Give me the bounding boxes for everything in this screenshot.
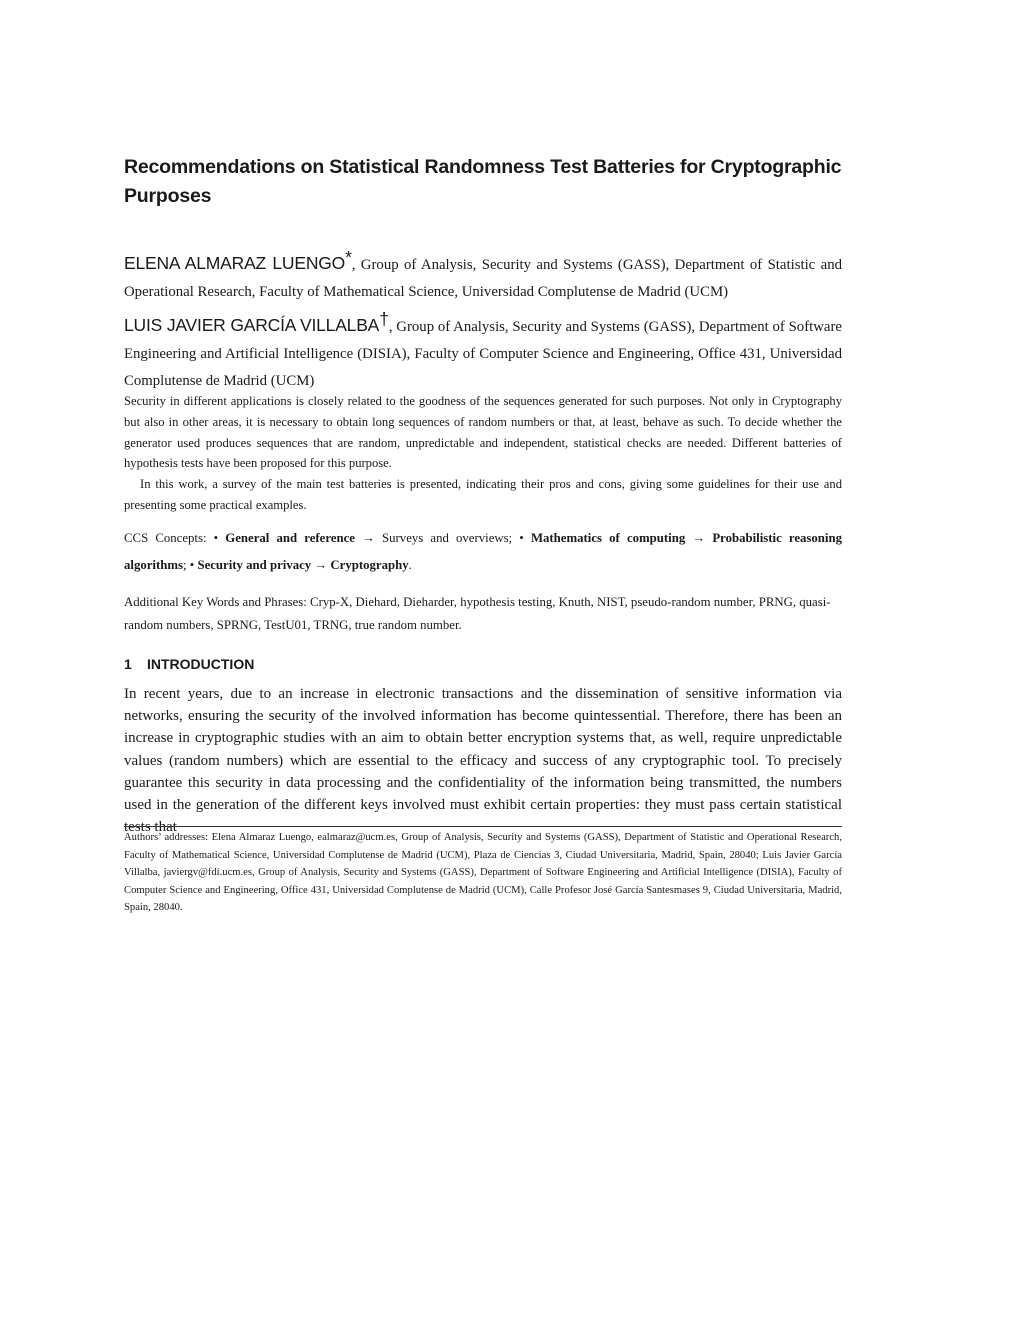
author-mark: † — [379, 308, 389, 329]
ccs-concept-bold: Security and privacy → Cryptography — [197, 558, 409, 572]
ccs-end: . — [408, 558, 412, 572]
ccs-prefix: CCS Concepts: • — [124, 531, 226, 545]
section-number: 1 — [124, 656, 132, 672]
author-affiliation: , Group of Analysis, Security and Systems (GASS), Department of Software Engineering and Artificial Intelligence (DISIA), Faculty of Computer Science and Engineering, Office 431, Universidad Complutense de Madrid (UCM) — [124, 318, 842, 389]
section-title: INTRODUCTION — [147, 656, 255, 672]
authors-footnote: Authors’ addresses: Elena Almaraz Luengo, ealmaraz@ucm.es, Group of Analysis, Security and Systems (GASS), Department of Statistic and Operational Research, Faculty of Mathematical Science, Universidad Complutense de Madrid (UCM), Plaza de Ciencias 3, Ciudad Universitaria, Madrid, Spain, 28040; Luis Javier García Villalba, javiergv@fdi.ucm.es, Group of Analysis, Security and Systems (GASS), Department of Software Engineering and Artificial Intelligence (DISIA), Faculty of Computer Science and Engineering, Office 431, Universidad Complutense de Madrid (UCM), Calle Profesor José García Santesmases 9, Ciudad Universitaria, Madrid, Spain, 28040. — [124, 832, 842, 914]
abstract — [124, 391, 842, 516]
author-list — [124, 244, 842, 395]
author-name: LUIS JAVIER GARCÍA VILLALBA — [124, 314, 380, 335]
ccs-concept: Surveys and overviews — [382, 531, 509, 545]
ccs-concepts — [124, 525, 842, 579]
author-entry — [124, 306, 842, 395]
paper-title: Recommendations on Statistical Randomness Test Batteries for Cryptographic Purposes — [124, 156, 842, 207]
author-affiliation: , Group of Analysis, Security and Systems (GASS), Department of Statistic and Operational Research, Faculty of Mathematical Science, Universidad Complutense de Madrid (UCM) — [124, 256, 842, 300]
author-mark: * — [345, 247, 352, 267]
intro-paragraph: In recent years, due to an increase in electronic transactions and the dissemination of sensitive information via networks, ensuring the security of the involved information has become quintessential. Therefore, there has been an increase in cryptographic studies with an aim to obtain better encryption systems that, as well, require unpredictable values (random numbers) which are essential to the efficacy and success of any cryptographic tool. To precisely guarantee this security in data processing and the confidentiality of the information being transmitted, the numbers used in the generation of the different keys involved must exhibit certain properties: they must pass certain statistical tests that — [124, 686, 842, 836]
section-heading — [124, 656, 254, 672]
keywords: Additional Key Words and Phrases: Cryp-X, Diehard, Dieharder, hypothesis testing, Knuth, NIST, pseudo-random number, PRNG, quasi-random numbers, SPRNG, TestU01, TRNG, true random number. — [124, 595, 831, 632]
ccs-separator: ; • — [183, 558, 198, 572]
author-entry — [124, 244, 842, 306]
ccs-arrow: → — [354, 531, 383, 545]
author-name: ELENA ALMARAZ LUENGO — [124, 252, 346, 273]
ccs-concept-bold: General and reference — [225, 531, 355, 545]
ccs-concept-bold: Mathematics of computing → Probabilistic reasoning algorithms — [124, 531, 842, 572]
ccs-separator: ; • — [508, 531, 531, 545]
abstract-paragraph: Security in different applications is closely related to the goodness of the sequences generated for such purposes. Not only in Cryptography but also in other areas, it is necessary to obtain long sequences of random numbers or that, at least, behave as such. To decide whether the generator used produces sequences that are random, unpredictable and independent, statistical checks are needed. Different batteries of hypothesis tests have been proposed for this purpose. — [124, 394, 842, 471]
abstract-paragraph: In this work, a survey of the main test batteries is presented, indicating their pros and cons, giving some guidelines for their use and presenting some practical examples. — [124, 477, 842, 512]
footnote-rule — [124, 826, 842, 827]
